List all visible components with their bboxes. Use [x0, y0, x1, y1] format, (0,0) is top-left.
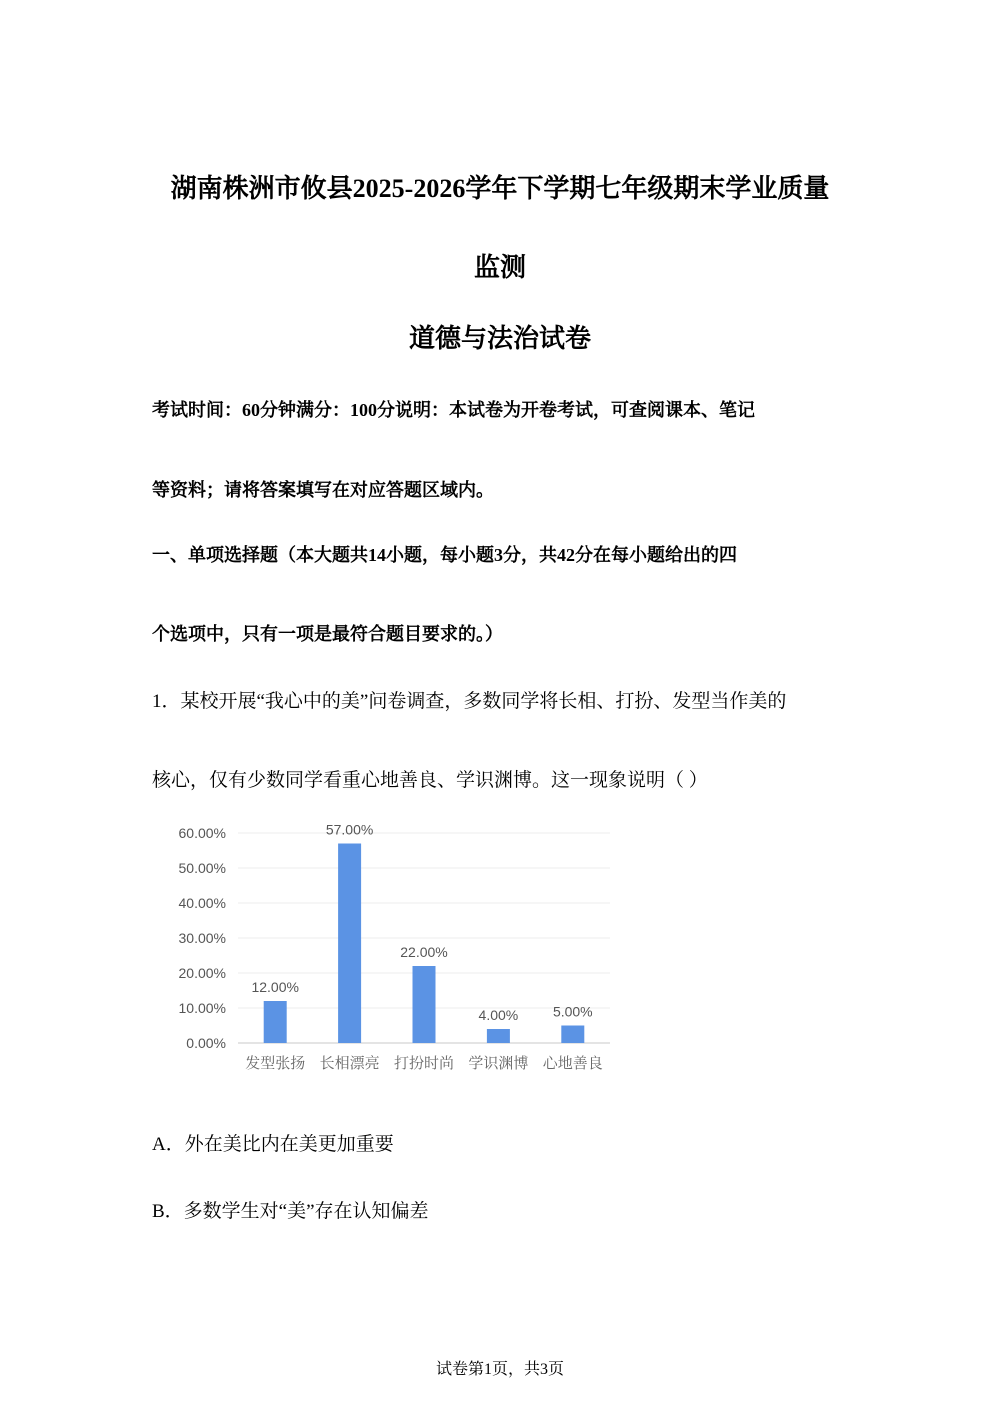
- x-tick-label: 发型张扬: [245, 1055, 306, 1072]
- subject-title: 道德与法治试卷: [408, 324, 591, 353]
- x-tick-label: 心地善良: [542, 1055, 603, 1072]
- data-label: 5.00%: [552, 1003, 593, 1020]
- bar: [487, 1029, 510, 1043]
- exam-title-line2: 监测: [473, 253, 526, 282]
- bar: [338, 844, 361, 1044]
- exam-title-line1: 湖南株洲市攸县2025-2026学年下学期七年级期末学业质量: [170, 174, 830, 203]
- bar: [264, 1001, 287, 1043]
- x-tick-label: 打扮时尚: [393, 1055, 455, 1072]
- question1-stem-line1: 1．某校开展“我心中的美”问卷调查，多数同学将长相、打扮、发型当作美的: [152, 691, 787, 712]
- question1-option-b[interactable]: B．多数学生对“美”存在认知偏差: [152, 1201, 429, 1222]
- x-tick-label: 学识渊博: [468, 1055, 529, 1072]
- bar: [413, 966, 436, 1043]
- section-heading-line2: 个选项中，只有一项是最符合题目要求的。）: [152, 624, 503, 644]
- y-tick-label: 50.00%: [178, 860, 226, 876]
- x-tick-label: 长相漂亮: [319, 1055, 380, 1072]
- page-footer: 试卷第1页，共3页: [435, 1361, 564, 1378]
- question1-option-a[interactable]: A．外在美比内在美更加重要: [152, 1134, 394, 1155]
- y-tick-label: 60.00%: [178, 825, 226, 841]
- data-label: 4.00%: [478, 1007, 519, 1023]
- y-tick-label: 0.00%: [186, 1035, 226, 1051]
- y-tick-label: 20.00%: [178, 965, 226, 981]
- bar: [561, 1026, 584, 1044]
- y-tick-label: 40.00%: [178, 895, 226, 911]
- y-tick-label: 10.00%: [178, 1000, 226, 1016]
- data-label: 57.00%: [325, 821, 374, 838]
- survey-bar-chart: [160, 815, 620, 1080]
- y-tick-label: 30.00%: [178, 930, 226, 946]
- exam-info-line2: 等资料；请将答案填写在对应答题区域内。: [152, 480, 494, 500]
- question1-stem-line2: 核心，仅有少数同学看重心地善良、学识渊博。这一现象说明（ ）: [152, 770, 708, 791]
- data-label: 12.00%: [251, 979, 299, 995]
- data-label: 22.00%: [400, 944, 448, 960]
- section-heading-line1: 一、单项选择题（本大题共14小题，每小题3分，共42分在每小题给出的四: [152, 545, 737, 565]
- exam-info-line1: 考试时间：60分钟满分：100分说明：本试卷为开卷考试，可查阅课本、笔记: [152, 400, 755, 420]
